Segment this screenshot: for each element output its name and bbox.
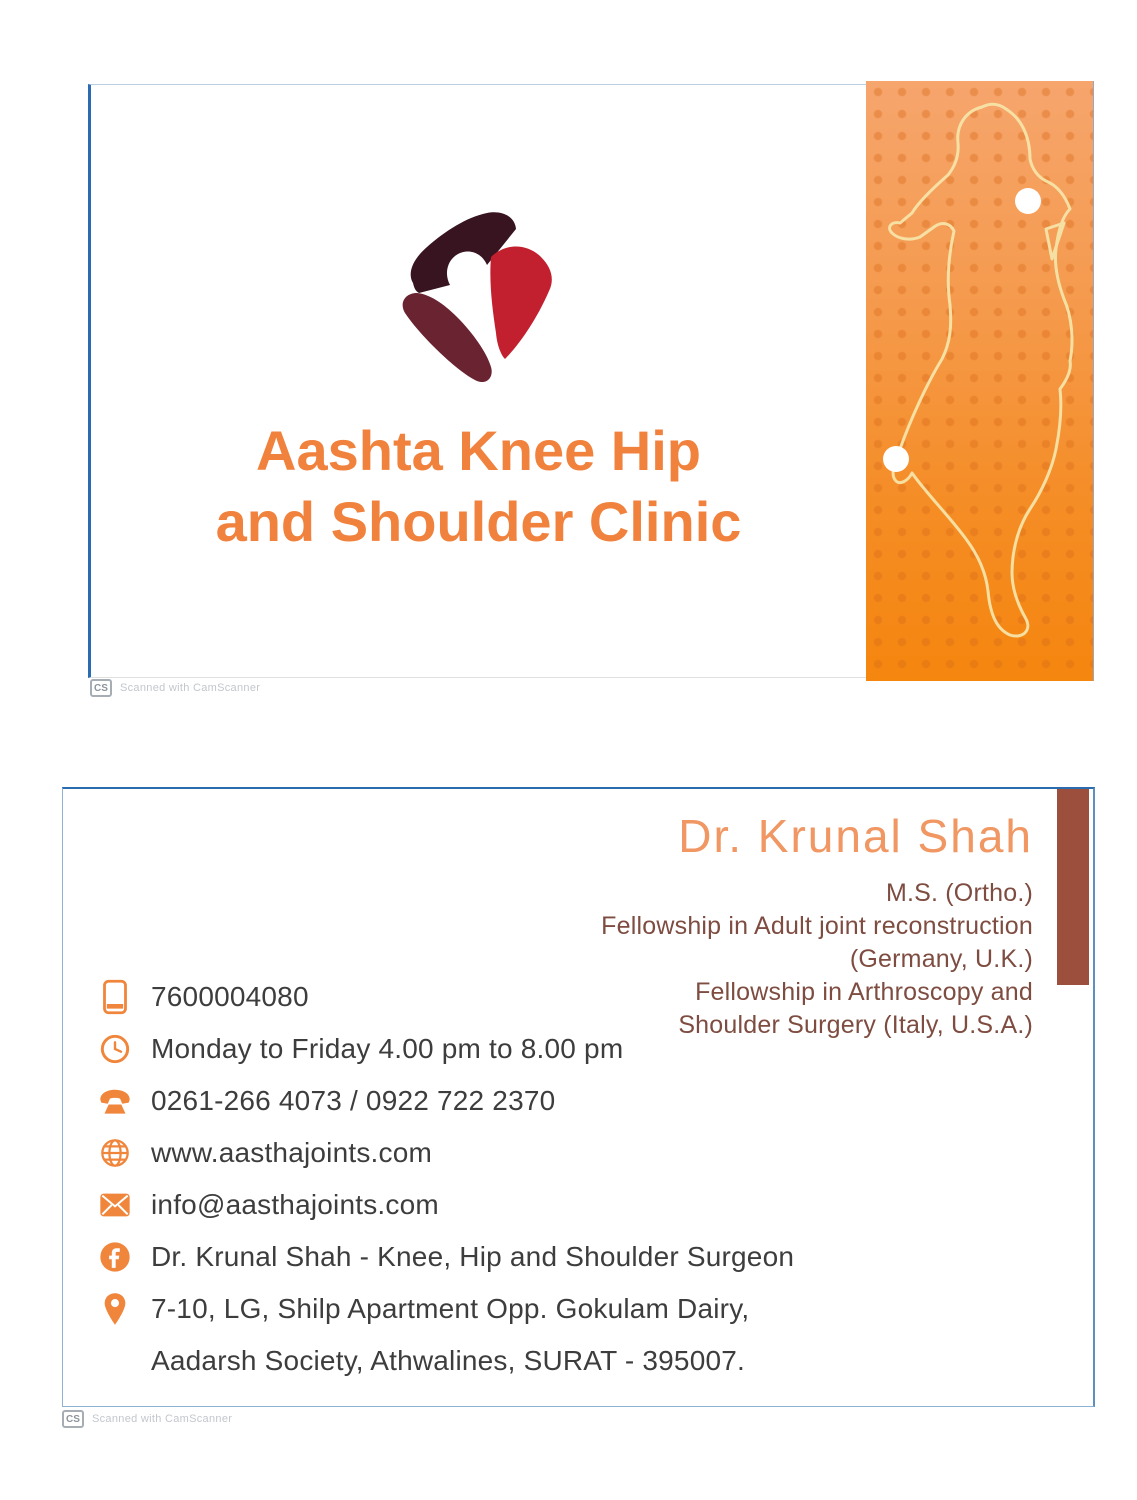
shoulder-joint-dot	[1015, 188, 1041, 214]
facebook-page-name: Dr. Krunal Shah - Knee, Hip and Shoulder Surgeon	[151, 1241, 795, 1272]
contact-row-address-line1	[93, 1283, 794, 1335]
contact-row-hours	[93, 1023, 794, 1075]
contact-row-address-line2	[93, 1335, 794, 1387]
clinic-hours: Monday to Friday 4.00 pm to 8.00 pm	[151, 1033, 624, 1064]
clinic-name	[91, 415, 866, 557]
camscanner-text: Scanned with CamScanner	[92, 1413, 233, 1425]
business-card-back	[62, 787, 1095, 1407]
contact-row-facebook	[93, 1231, 794, 1283]
credential-line: (Germany, U.K.)	[849, 945, 1033, 973]
address-line2: Aadarsh Society, Athwalines, SURAT - 395007.	[151, 1345, 745, 1376]
knee-joint-dot	[883, 446, 909, 472]
credential-line: Shoulder Surgery (Italy, U.S.A.)	[678, 1011, 1033, 1039]
landline-numbers: 0261-266 4073 / 0922 722 2370	[151, 1085, 556, 1116]
email-address: info@aasthajoints.com	[151, 1189, 439, 1220]
camscanner-watermark-back	[62, 1410, 232, 1428]
email-icon	[93, 1192, 137, 1218]
camscanner-watermark-front	[90, 679, 260, 697]
clinic-name-line2: and Shoulder Clinic	[215, 490, 742, 553]
maroon-accent-bar	[1057, 789, 1089, 985]
location-pin-icon	[93, 1292, 137, 1326]
credential-line: Fellowship in Arthroscopy and	[695, 978, 1033, 1006]
mobile-number: 7600004080	[151, 981, 309, 1012]
globe-icon	[93, 1137, 137, 1169]
runner-outline-icon	[866, 81, 1094, 681]
front-card-white-area	[91, 85, 866, 677]
address-line1: 7-10, LG, Shilp Apartment Opp. Gokulam Dairy,	[151, 1293, 750, 1324]
clock-icon	[93, 1033, 137, 1065]
clinic-logo-icon	[389, 195, 569, 390]
credential-line: M.S. (Ortho.)	[885, 879, 1033, 907]
camscanner-badge-icon: CS	[90, 679, 112, 697]
website-url: www.aasthajoints.com	[151, 1137, 433, 1168]
mobile-icon	[93, 979, 137, 1015]
doctor-name: Dr. Krunal Shah	[678, 810, 1033, 862]
telephone-icon	[93, 1087, 137, 1115]
camscanner-badge-icon: CS	[62, 1410, 84, 1428]
clinic-name-line1: Aashta Knee Hip	[256, 419, 701, 482]
credential-line: Fellowship in Adult joint reconstruction	[601, 912, 1033, 940]
clinic-logo	[91, 195, 866, 390]
contact-row-telephone	[93, 1075, 794, 1127]
contact-row-mobile	[93, 971, 794, 1023]
contact-list	[93, 971, 794, 1387]
camscanner-text: Scanned with CamScanner	[120, 682, 261, 694]
contact-row-email	[93, 1179, 794, 1231]
facebook-icon	[93, 1241, 137, 1273]
contact-row-website	[93, 1127, 794, 1179]
runner-panel	[866, 81, 1094, 681]
business-card-front	[88, 84, 1091, 678]
